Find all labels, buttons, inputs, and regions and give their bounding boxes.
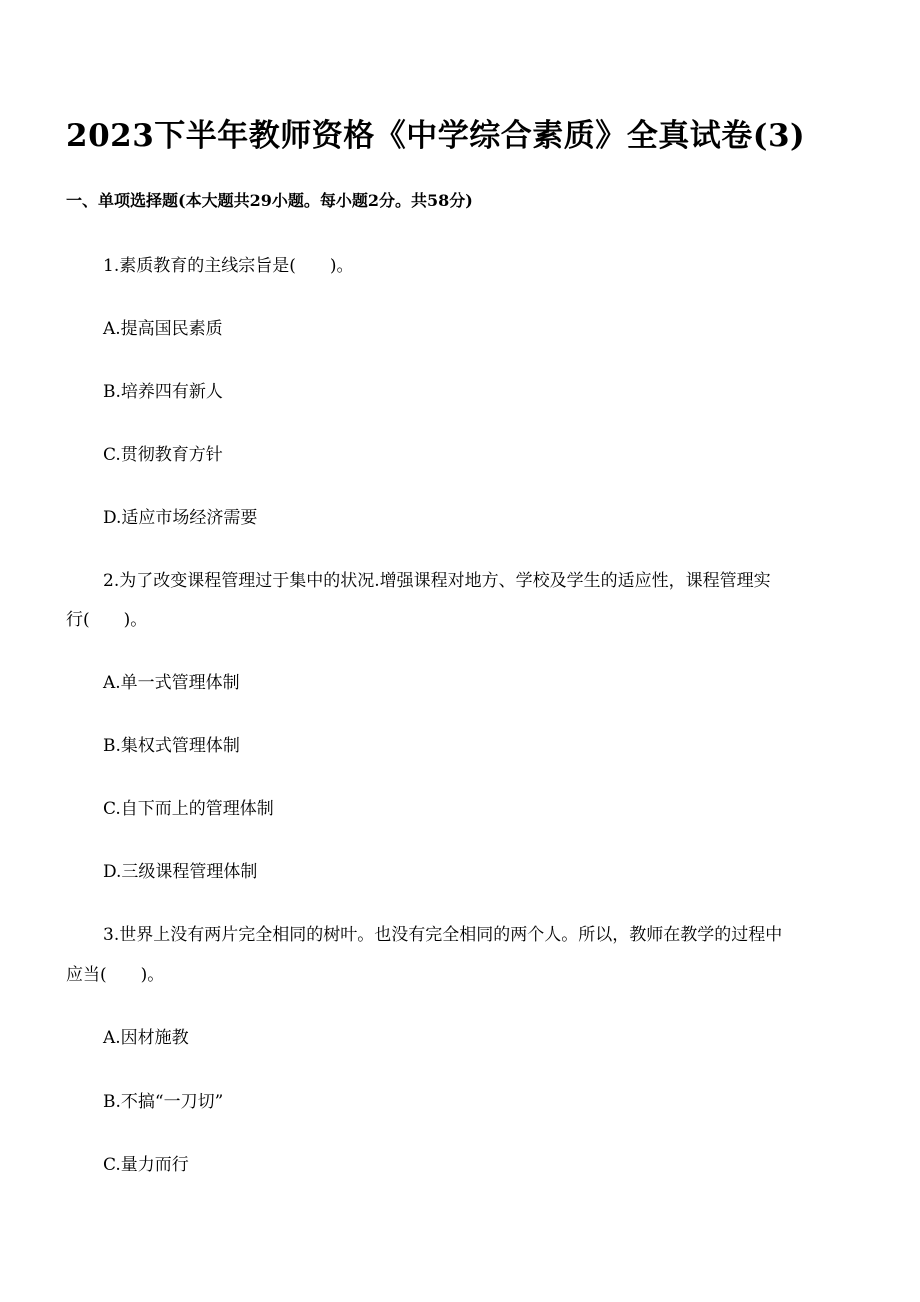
question-3-stem-continued: 应当( )。 [66, 965, 165, 985]
question-3-option-c: C.量力而行 [103, 1155, 189, 1175]
question-3-stem: 3.世界上没有两片完全相同的树叶。也没有完全相同的两个人。所以，教师在教学的过程中 [103, 925, 783, 945]
question-2-option-c: C.自下而上的管理体制 [103, 799, 274, 819]
question-1-option-c: C.贯彻教育方针 [103, 445, 223, 465]
document-title: 2023下半年教师资格《中学综合素质》全真试卷(3) [66, 118, 806, 154]
question-2-stem-continued: 行( )。 [66, 610, 148, 630]
question-3-option-b: B.不搞“一刀切” [103, 1092, 224, 1112]
question-2-option-a: A.单一式管理体制 [103, 673, 240, 693]
question-3-option-a: A.因材施教 [103, 1028, 189, 1048]
section-heading: 一、单项选择题(本大题共29小题。每小题2分。共58分) [66, 191, 473, 210]
question-1-option-a: A.提高国民素质 [103, 319, 223, 339]
question-2-stem: 2.为了改变课程管理过于集中的状况.增强课程对地方、学校及学生的适应性，课程管理实 [103, 571, 771, 591]
question-2-option-d: D.三级课程管理体制 [103, 862, 258, 882]
question-1-option-b: B.培养四有新人 [103, 382, 223, 402]
question-1-option-d: D.适应市场经济需要 [103, 508, 258, 528]
question-2-option-b: B.集权式管理体制 [103, 736, 240, 756]
question-1-stem: 1.素质教育的主线宗旨是( )。 [103, 256, 354, 276]
